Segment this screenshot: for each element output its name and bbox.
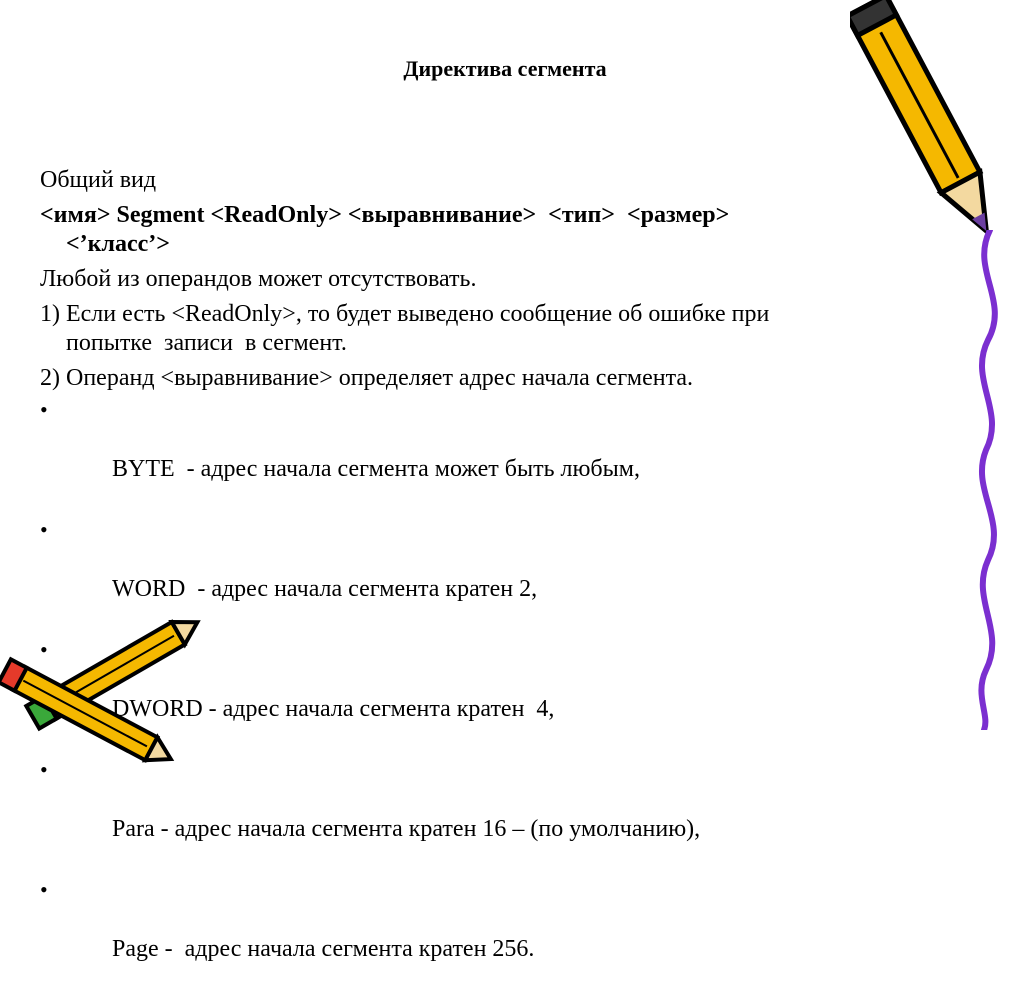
bullet-dot: •: [40, 397, 48, 422]
bullet-dot: •: [40, 757, 48, 782]
bullet-item-page: [40, 877, 920, 993]
bullet-item-byte: [40, 397, 920, 513]
slide-title: Директива сегмента: [403, 56, 607, 81]
point-2: 2) Операнд <выравнивание> определяет адрес начала сегмента.: [40, 365, 694, 391]
crossed-pencils-icon: [0, 615, 215, 765]
syntax-line-2: <’класс’>: [66, 231, 170, 257]
bullet-text: BYTE - адрес начала сегмента может быть любым,: [112, 456, 640, 482]
bullet-dot: •: [40, 877, 48, 902]
bullet-text: Page - адрес начала сегмента кратен 256.: [112, 936, 535, 962]
general-view-label: Общий вид: [40, 167, 157, 193]
bullet-text: DWORD - адрес начала сегмента кратен 4,: [112, 696, 555, 722]
bullet-dot: •: [40, 637, 48, 662]
wavy-line: [960, 230, 1024, 730]
bullet-text: WORD - адрес начала сегмента кратен 2,: [112, 576, 538, 602]
syntax-line-1: <имя> Segment <ReadOnly> <выравнивание> <тип> <размер>: [40, 202, 730, 228]
bullet-text: Para - адрес начала сегмента кратен 16 – (по умолчанию),: [112, 816, 701, 842]
bullet-item-para: [40, 757, 920, 873]
optional-note: Любой из операндов может отсутствовать.: [40, 266, 477, 292]
slide-body: [40, 166, 920, 993]
point-1-line-2: попытке записи в сегмент.: [66, 330, 347, 356]
bullet-dot: •: [40, 517, 48, 542]
pencil-icon: [850, 0, 1010, 250]
point-1-line-1: 1) Если есть <ReadOnly>, то будет выведено сообщение об ошибке при: [40, 301, 770, 327]
